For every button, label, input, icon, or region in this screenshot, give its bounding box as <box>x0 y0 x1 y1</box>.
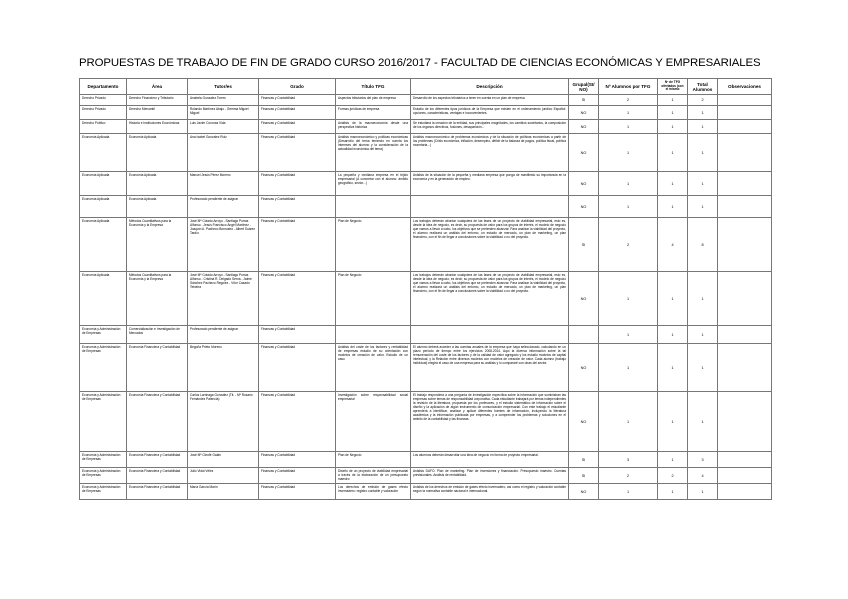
cell-tutores: José Mª Cleofé Galán <box>188 452 259 468</box>
cell-observaciones <box>718 95 772 106</box>
table-row <box>80 134 772 172</box>
cell-total-alumnos: 1 <box>688 106 718 120</box>
cell-titulo <box>336 326 411 344</box>
cell-tutores: Anabela Gonzalez Torres <box>188 95 259 106</box>
cell-grupal: NO <box>569 196 599 218</box>
header-grupal: Grupal(SI/NO) <box>569 79 599 95</box>
cell-descripcion <box>411 326 569 344</box>
cell-tutores: Carlos Larrinaga González (Tit. - Mª Rosario Fernández Palencia) <box>188 392 259 452</box>
cell-observaciones <box>718 392 772 452</box>
cell-departamento: Economía y Administración de Empresas <box>80 452 127 468</box>
header-tutores: Tutor/es <box>188 79 259 95</box>
header-grado: Grado <box>259 79 336 95</box>
cell-grado: Finanzas y Contabilidad <box>259 95 336 106</box>
cell-area: Derecho Financiero y Tributario <box>127 95 188 106</box>
cell-tfg-ofertados: 1 <box>658 106 688 120</box>
cell-descripcion: Los alumnos deberán desarrollar una idea de negocio en forma de proyecto empresarial. <box>411 452 569 468</box>
cell-grado: Finanzas y Contabilidad <box>259 484 336 500</box>
cell-tutores: María García Marín <box>188 484 259 500</box>
cell-tfg-ofertados: 1 <box>658 272 688 326</box>
cell-tutores: Ana Isabel Gonzalez Ruiz <box>188 134 259 172</box>
cell-alumnos-por-tfg: 1 <box>599 106 658 120</box>
cell-area: Economía Financiera y Contabilidad <box>127 468 188 484</box>
cell-titulo: Plan de Negocio <box>336 452 411 468</box>
table-row <box>80 272 772 326</box>
cell-alumnos-por-tfg: 1 <box>599 392 658 452</box>
cell-tutores: Julio Vidal Vélez <box>188 468 259 484</box>
cell-total-alumnos: 4 <box>688 468 718 484</box>
table-row <box>80 344 772 392</box>
cell-area: Economía Financiera y Contabilidad <box>127 484 188 500</box>
cell-departamento: Economía y Administración de Empresas <box>80 484 127 500</box>
cell-grupal: SI <box>569 468 599 484</box>
cell-titulo: La pequeña y mediana empresa en el tejido empresarial (A concretar con el alumno: ámbito geográfico, sector...) <box>336 172 411 196</box>
table-row <box>80 392 772 452</box>
cell-area: Historia e Instituciones Económicas <box>127 120 188 134</box>
cell-total-alumnos: 1 <box>688 134 718 172</box>
cell-total-alumnos: 1 <box>688 344 718 392</box>
cell-grado: Finanzas y Contabilidad <box>259 106 336 120</box>
cell-area: Economía Aplicada <box>127 172 188 196</box>
cell-grado: Finanzas y Contabilidad <box>259 344 336 392</box>
cell-tutores: Luis Javier Coronas Vida <box>188 120 259 134</box>
cell-tutores: José Mª Cotado Arroyo - Santiago Porras Alfonso - Cristina R. Delgado Serna - Jaime Sánchez Pacheco Regolez - Vítor Casado Teixeira <box>188 272 259 326</box>
cell-descripcion: El trabajo responderá a una pregunta de investigación específica sobre la información que suministran las empresas sobre temas de responsabilidad corporativa. Cada estudiante trabajará por temas independientes la revisión de la literatura, propuesta por los profesores, y el estudio sistemático de información sobre el diseño y la aplicación de algún instrumento de comunicación empresarial. Con este trabajo el estudiante aprenderá a identificar, analizar y aplicar diferentes fuentes de información, incluyendo la literatura académica y la información publicada por empresas, y a comprender los problemas y soluciones en el ámbito de la contabilidad y las finanzas. <box>411 392 569 452</box>
page-title: PROPUESTAS DE TRABAJO DE FIN DE GRADO CURSO 2016/2017 - FACULTAD DE CIENCIAS ECONÓMICAS Y EMPRESARIALES <box>79 57 761 69</box>
cell-grupal: NO <box>569 484 599 500</box>
cell-grado: Finanzas y Contabilidad <box>259 392 336 452</box>
cell-departamento: Economía y Administración de Empresas <box>80 326 127 344</box>
cell-descripcion: El alumno deberá acceder a las cuentas anuales de la empresa que haya seleccionado, calculando en un plazo período de tiempo entre los ejercicios 2008-2014. Aquí la diversa información sobre la tal remuneración del coste de los factores y de la calidad de valor agregado y los estudio modelos de capital intelectual, y la Relación entre diversos modelos con modelos de creación de valor. Cada alumno (trabajo individual) elegirá el caso de una empresa para su análisis y lo compararé con otras del sector. <box>411 344 569 392</box>
cell-tfg-ofertados: 1 <box>658 484 688 500</box>
cell-alumnos-por-tfg: 1 <box>599 172 658 196</box>
cell-total-alumnos: 1 <box>688 326 718 344</box>
cell-tfg-ofertados: 1 <box>658 452 688 468</box>
cell-tfg-ofertados: 1 <box>658 196 688 218</box>
header-total-alumnos: Total Alumnos <box>688 79 718 95</box>
cell-titulo: Aspectos tributarios del plan de empresa <box>336 95 411 106</box>
cell-area: Métodos Cuantitativos para la Economía y la Empresa <box>127 218 188 272</box>
cell-area: Derecho Mercantil <box>127 106 188 120</box>
cell-total-alumnos: 1 <box>688 172 718 196</box>
cell-grado: Finanzas y Contabilidad <box>259 218 336 272</box>
table-row <box>80 120 772 134</box>
cell-total-alumnos: 1 <box>688 484 718 500</box>
cell-descripcion: Análisis macroeconómico de problemas económicos y de la situación de políticas económicas a partir de los problemas (Crisis económica, inflación, desempleo, déficit de la balanza de pagos, política fiscal, política monetaria...) <box>411 134 569 172</box>
cell-grupal: NO <box>569 106 599 120</box>
proposals-table <box>79 78 772 500</box>
cell-departamento: Economía y Administración de Empresas <box>80 344 127 392</box>
cell-tutores: Rolando Martínez Abajo - Gemma Miguel Miguel <box>188 106 259 120</box>
table-row <box>80 172 772 196</box>
cell-titulo: Análisis de la macroeconomía desde una perspectiva histórica <box>336 120 411 134</box>
cell-observaciones <box>718 134 772 172</box>
cell-total-alumnos: 1 <box>688 272 718 326</box>
cell-alumnos-por-tfg: 2 <box>599 468 658 484</box>
cell-observaciones <box>718 218 772 272</box>
cell-titulo: Análisis del coste de los factores y rentabilidad de empresas estudio de su orientación con modelos de creación de valor. Estudio de un caso <box>336 344 411 392</box>
cell-total-alumnos: 3 <box>688 452 718 468</box>
cell-titulo: Análisis macroeconómico y políticas económicas (Desarrollo del tema teniendo en cuenta los intereses del alumno y la consideración de la actualidad económica del tema) <box>336 134 411 172</box>
cell-tfg-ofertados: 1 <box>658 392 688 452</box>
cell-area: Economía Financiera y Contabilidad <box>127 344 188 392</box>
cell-titulo: Formas jurídicas de empresa <box>336 106 411 120</box>
cell-titulo: Los derechos de emisión de gases efecto invernadero: registro contable y valoración <box>336 484 411 500</box>
cell-grupal: NO <box>569 392 599 452</box>
table-row <box>80 452 772 468</box>
cell-descripcion: Desarrollo de los aspectos tributarios a tener en cuenta en un plan de empresa <box>411 95 569 106</box>
cell-departamento: Derecho Privado <box>80 106 127 120</box>
cell-departamento: Economía Aplicada <box>80 172 127 196</box>
cell-departamento: Derecho Público <box>80 120 127 134</box>
table-row <box>80 95 772 106</box>
cell-grupal: SI <box>569 452 599 468</box>
cell-observaciones <box>718 120 772 134</box>
cell-grupal: SI <box>569 218 599 272</box>
cell-departamento: Economía Aplicada <box>80 196 127 218</box>
cell-tfg-ofertados: 1 <box>658 95 688 106</box>
cell-titulo: Plan de Negocio <box>336 218 411 272</box>
cell-departamento: Economía y Administración de Empresas <box>80 392 127 452</box>
cell-grupal: NO <box>569 134 599 172</box>
cell-grupal: NO <box>569 172 599 196</box>
header-titulo: Título TFG <box>336 79 411 95</box>
cell-descripcion: Estudio de los diferentes tipos jurídicos de la Empresa que existen en el ordenamiento jurídico Español: opciones, características, ventajas e inconvenientes. <box>411 106 569 120</box>
cell-titulo <box>336 196 411 218</box>
cell-alumnos-por-tfg: 3 <box>599 452 658 468</box>
cell-alumnos-por-tfg: 2 <box>599 218 658 272</box>
table-row <box>80 468 772 484</box>
cell-tutores: Begoña Prieto Moreno <box>188 344 259 392</box>
cell-descripcion: Análisis de los derechos de emisión de gases efecto invernadero, así como el registro y valoración contable según la normativa contable nacional e internacional. <box>411 484 569 500</box>
cell-total-alumnos: 1 <box>688 120 718 134</box>
header-row <box>80 79 772 95</box>
cell-grado: Finanzas y Contabilidad <box>259 134 336 172</box>
cell-observaciones <box>718 452 772 468</box>
cell-tfg-ofertados: 1 <box>658 120 688 134</box>
cell-observaciones <box>718 272 772 326</box>
cell-tutores: José Mª Cotado Arroyo - Santiago Porras Alfonso - Jesús Francisco Ángel Martínez - Joaquín A. Pacheco Bonrostro - Albert Suárez Tardío <box>188 218 259 272</box>
cell-titulo: Plan de Negocio <box>336 272 411 326</box>
cell-grado: Finanzas y Contabilidad <box>259 120 336 134</box>
cell-grupal: SI <box>569 95 599 106</box>
cell-descripcion: Análisis de la situación de la pequeña y mediana empresa que ponga de manifiesto su importancia en la economía y en la generación de empleo. <box>411 172 569 196</box>
cell-descripcion: Análisis DAFO. Plan de marketing. Plan de inversiones y financiación. Presupuesto maestro. Cuentas previsionales. Análisis de rentabilidad. <box>411 468 569 484</box>
cell-area: Economía Aplicada <box>127 196 188 218</box>
cell-grado: Finanzas y Contabilidad <box>259 272 336 326</box>
cell-grupal <box>569 326 599 344</box>
cell-tfg-ofertados: 1 <box>658 344 688 392</box>
cell-grado: Finanzas y Contabilidad <box>259 468 336 484</box>
header-descripcion: Descripción <box>411 79 569 95</box>
cell-departamento: Economía y Administración de Empresas <box>80 468 127 484</box>
cell-tutores: Profesorado pendiente de asignar <box>188 196 259 218</box>
header-observaciones: Observaciones <box>718 79 772 95</box>
cell-tutores: Profesorado pendiente de asignar <box>188 326 259 344</box>
cell-observaciones <box>718 106 772 120</box>
cell-alumnos-por-tfg: 1 <box>599 326 658 344</box>
cell-grupal: NO <box>569 120 599 134</box>
cell-tfg-ofertados: 1 <box>658 134 688 172</box>
cell-observaciones <box>718 344 772 392</box>
cell-tutores: Manuel Jesús Pérez Moreno <box>188 172 259 196</box>
cell-total-alumnos: 2 <box>688 95 718 106</box>
cell-area: Métodos Cuantitativos para la Economía y la Empresa <box>127 272 188 326</box>
cell-grupal: NO <box>569 344 599 392</box>
cell-grado: Finanzas y Contabilidad <box>259 326 336 344</box>
cell-alumnos-por-tfg: 1 <box>599 134 658 172</box>
table-row <box>80 484 772 500</box>
cell-total-alumnos: 1 <box>688 196 718 218</box>
cell-total-alumnos: 8 <box>688 218 718 272</box>
cell-titulo: Investigación sobre responsabilidad social empresarial <box>336 392 411 452</box>
cell-descripcion: Se estudiará la creación de la entidad, sus principales magnitudes, los cambios societarios, la composición de los órganos directivos, fusiones, desaparición... <box>411 120 569 134</box>
cell-departamento: Derecho Privado <box>80 95 127 106</box>
cell-alumnos-por-tfg: 1 <box>599 344 658 392</box>
cell-alumnos-por-tfg: 1 <box>599 484 658 500</box>
header-departamento: Departamento <box>80 79 127 95</box>
cell-alumnos-por-tfg: 1 <box>599 120 658 134</box>
cell-observaciones <box>718 484 772 500</box>
cell-grado: Finanzas y Contabilidad <box>259 452 336 468</box>
cell-alumnos-por-tfg: 1 <box>599 272 658 326</box>
header-alumnos-por-tfg: Nº Alumnos por TFG <box>599 79 658 95</box>
cell-area: Comercialización e Investigación de Mercados <box>127 326 188 344</box>
cell-area: Economía Aplicada <box>127 134 188 172</box>
cell-observaciones <box>718 172 772 196</box>
cell-departamento: Economía Aplicada <box>80 218 127 272</box>
cell-area: Economía Financiera y Contabilidad <box>127 452 188 468</box>
cell-grado: Finanzas y Contabilidad <box>259 196 336 218</box>
cell-observaciones <box>718 196 772 218</box>
cell-tfg-ofertados: 4 <box>658 218 688 272</box>
cell-departamento: Economía Aplicada <box>80 272 127 326</box>
cell-total-alumnos: 1 <box>688 392 718 452</box>
cell-alumnos-por-tfg: 2 <box>599 95 658 106</box>
table-row <box>80 326 772 344</box>
cell-alumnos-por-tfg: 1 <box>599 196 658 218</box>
cell-grupal: NO <box>569 272 599 326</box>
table-row <box>80 196 772 218</box>
cell-descripcion: Los trabajos deberán abordar cualquiera de las fases de un proyecto de viabilidad empresarial, esto es, desde la idea de negocio, es decir, su propuesta de valor para los grupos de interés, el modelo de negocio que vamos a llevar a cabo, los objetivos que se pretenden alcanzar. Para analizar la viabilidad del proyecto, el alumno realizará un análisis del entorno, un estudio de mercado, un plan de marketing, un plan financiero, con el fin de llegar a conclusiones sobre la viabilidad o no del proyecto. <box>411 218 569 272</box>
cell-tfg-ofertados: 2 <box>658 468 688 484</box>
cell-observaciones <box>718 468 772 484</box>
cell-departamento: Economía Aplicada <box>80 134 127 172</box>
header-area: Área <box>127 79 188 95</box>
cell-descripcion <box>411 196 569 218</box>
table-row <box>80 218 772 272</box>
header-tfg-ofertados: Nº de TFG ofertados (con el mismo <box>658 79 688 95</box>
cell-area: Economía Financiera y Contabilidad <box>127 392 188 452</box>
cell-titulo: Diseño de un proyecto de viabilidad empresarial a través de la elaboración de un presupuesto maestro <box>336 468 411 484</box>
cell-tfg-ofertados: 1 <box>658 172 688 196</box>
cell-observaciones <box>718 326 772 344</box>
cell-grado: Finanzas y Contabilidad <box>259 172 336 196</box>
cell-descripcion: Los trabajos deberán abordar cualquiera de las fases de un proyecto de viabilidad empresarial, esto es, desde la idea de negocio, es decir, su propuesta de valor para los grupos de interés, el modelo de negocio que vamos a llevar a cabo, los objetivos que se pretenden alcanzar. Para analizar la viabilidad del proyecto, el alumno realizará un análisis del entorno, un estudio de mercado, un plan de marketing, un plan financiero, con el fin de llegar a conclusiones sobre la viabilidad o no del proyecto. <box>411 272 569 326</box>
cell-tfg-ofertados: 1 <box>658 326 688 344</box>
table-row <box>80 106 772 120</box>
